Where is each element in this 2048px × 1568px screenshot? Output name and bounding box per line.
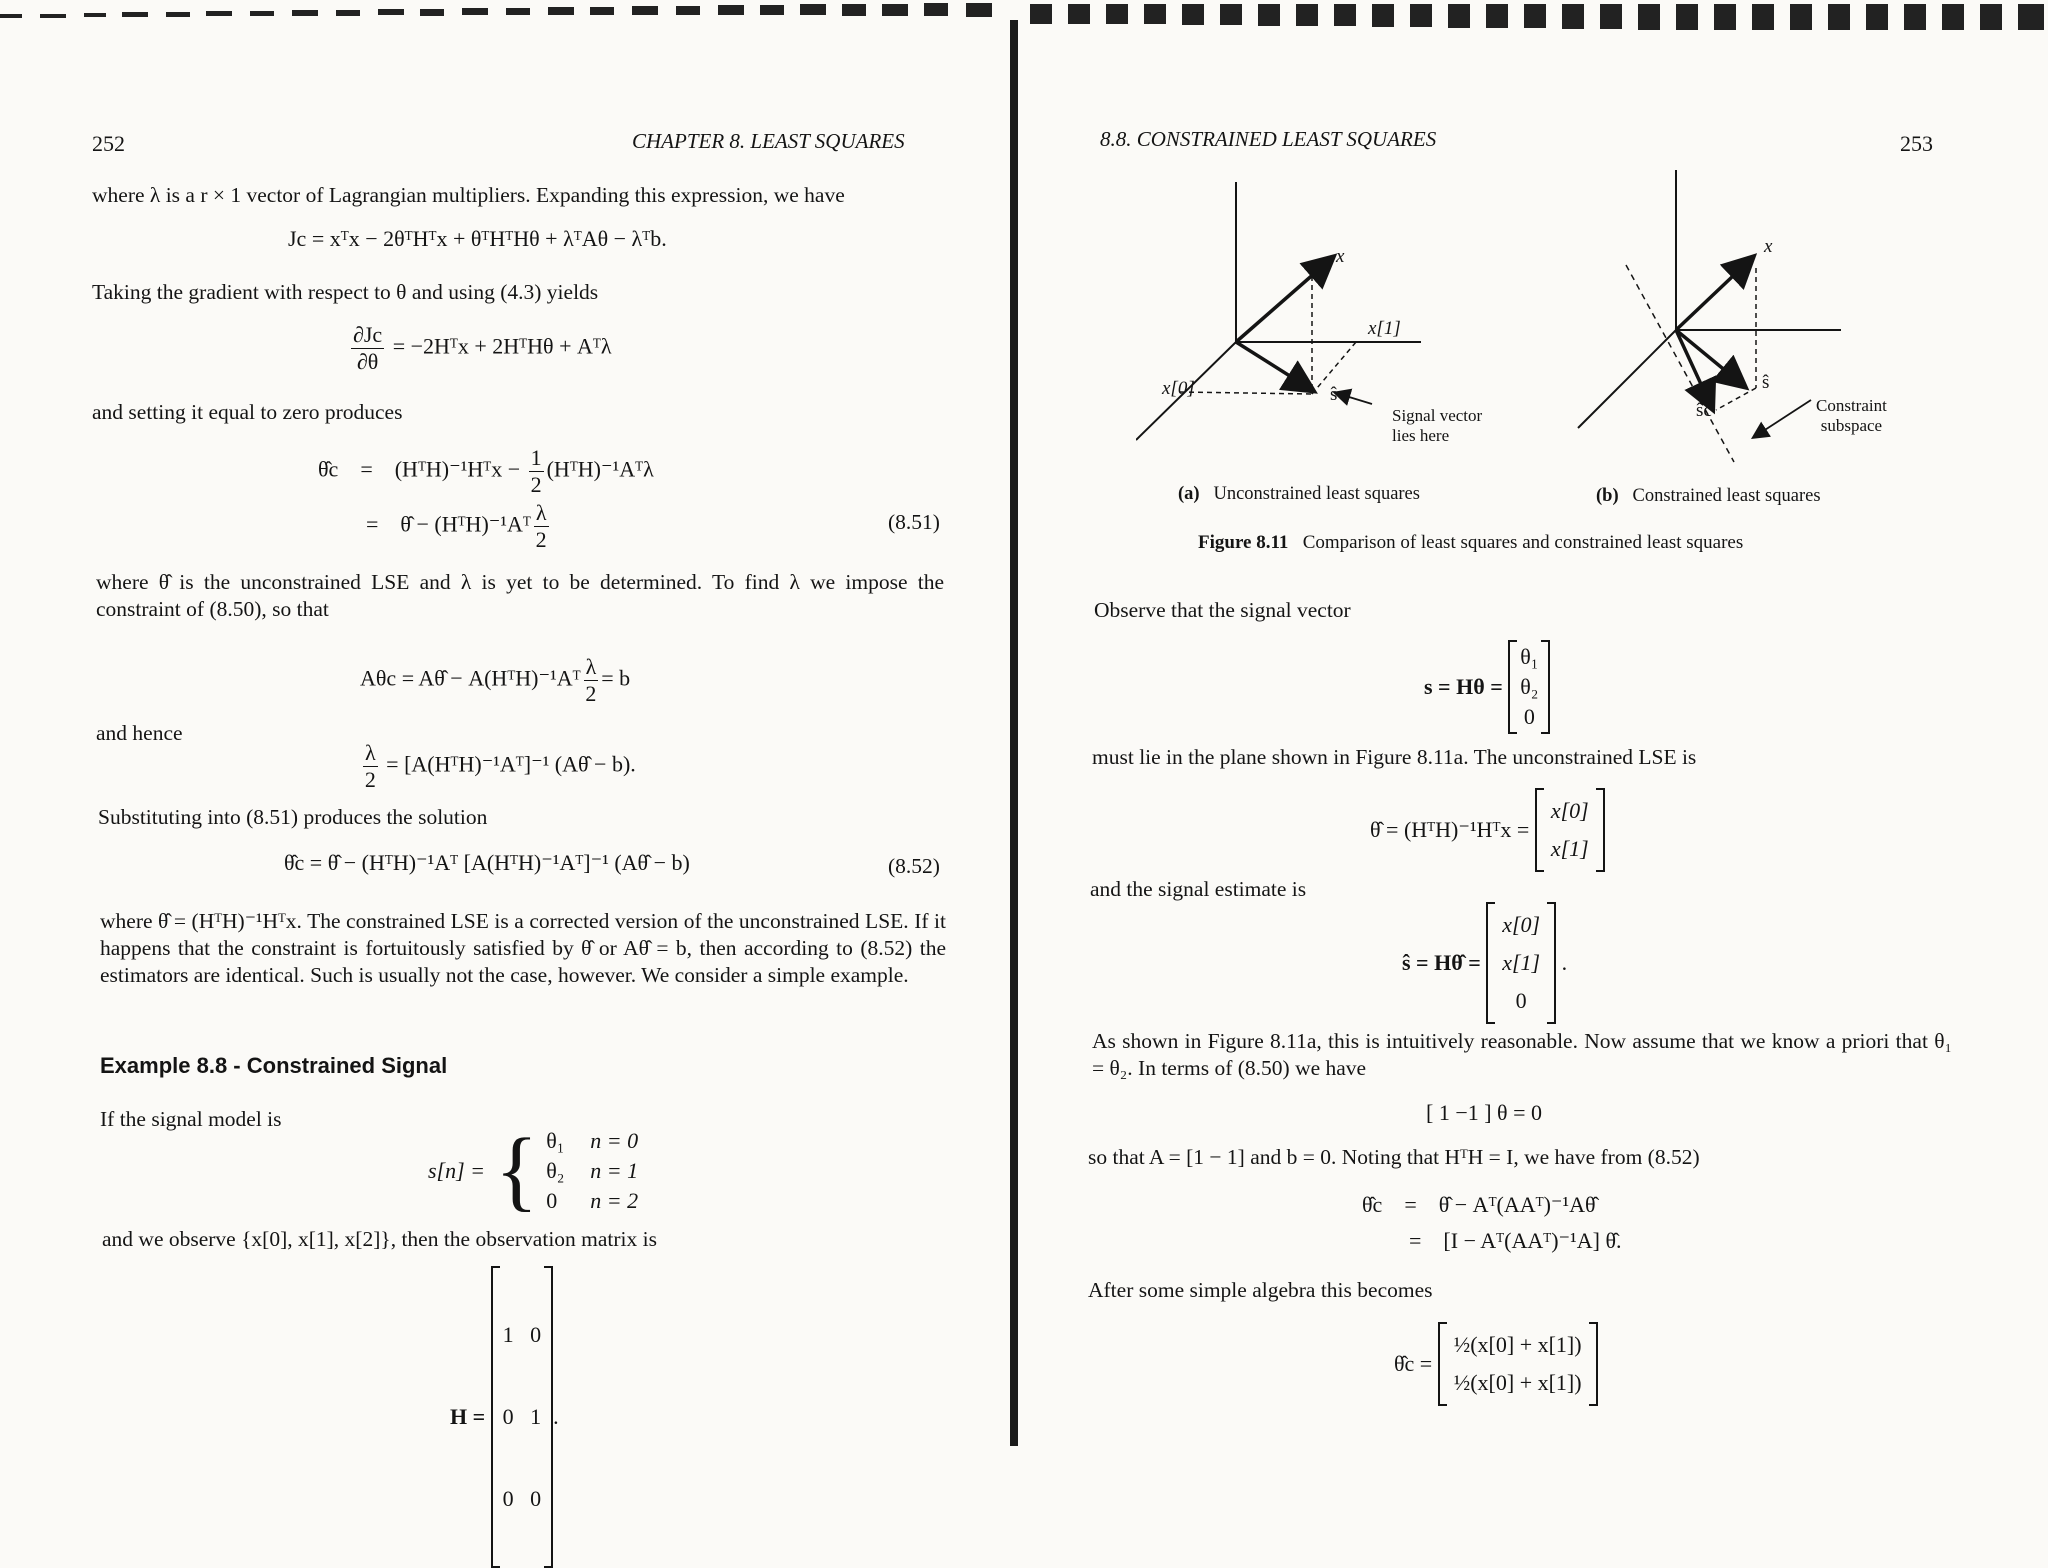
equation-signal-estimate: ŝ = Hθ̂ = x[0] x[1] 0 . — [1402, 902, 1567, 1024]
paragraph: where λ is a r × 1 vector of Lagrangian multipliers. Expanding this expression, we have — [92, 183, 845, 207]
paragraph: must lie in the plane shown in Figure 8.11a. The unconstrained LSE is — [1092, 745, 1697, 769]
equation-gradient: $\frac{\partial Jc}{\partial\theta}$ = −2Hᵀx + 2HᵀHθ + Aᵀλ — [353, 322, 612, 374]
equation-jc: Jc = xᵀx − 2θᵀHᵀx + θᵀHᵀHθ + λᵀAθ − λᵀb. — [288, 226, 667, 251]
figure-a-label-x1: x[1] — [1368, 318, 1401, 339]
equation-signal-vector: s = Hθ = θ₁ θ₂ 0 — [1424, 640, 1550, 734]
paragraph: where θ̂ = (HᵀH)⁻¹Hᵀx. The constrained LSE is a corrected version of the unconstrained LSE. If it happens that the constraint is fortuitously satisfied by θ̂ or Aθ̂ = b, then according to (8.52) the estimators are identical. Such is usually not the case, however. We consider a simple example. — [100, 909, 946, 987]
page-number-left: 252 — [92, 131, 125, 156]
paragraph: Observe that the signal vector — [1094, 598, 1351, 622]
equation-a-theta-c: Aθc = Aθ̂ − A(HᵀH)⁻¹Aᵀ $\frac{\lambda}{2}$ = b — [360, 654, 631, 706]
paragraph: and we observe {x[0], x[1], x[2]}, then the observation matrix is — [102, 1227, 658, 1251]
figure-b-caption: (b) Constrained least squares — [1596, 486, 1821, 506]
equation-signal-model: s[n] = { θ₁ n = 0 θ₂ n = 1 0 n = 2 — [428, 1121, 639, 1220]
paragraph: Substituting into (8.51) produces the solution — [98, 805, 488, 829]
figure-8-11-caption: Figure 8.11 Comparison of least squares and constrained least squares — [1198, 532, 1744, 553]
equation-observation-matrix: H = 1 0 0 1 0 0 . — [450, 1266, 559, 1568]
figure-a-label-x0: x[0] — [1162, 378, 1195, 399]
equation-theta-c-final: θ̂c = ½(x[0] + x[1]) ½(x[0] + x[1]) — [1394, 1322, 1598, 1406]
paragraph: Taking the gradient with respect to θ and using (4.3) yields — [92, 280, 599, 304]
figure-a-annotation: Signal vector lies here — [1392, 406, 1483, 445]
figure-b-label-x: x — [1764, 236, 1773, 257]
equation-constrained-lse-line2: = θ̂ − (HᵀH)⁻¹Aᵀ $\frac{\lambda}{2}$ — [366, 500, 547, 552]
figure-b-annotation: Constraint subspace — [1816, 396, 1887, 435]
left-page — [0, 0, 1010, 1511]
right-page — [1016, 0, 2048, 1446]
equation-unconstrained-lse: θ̂ = (HᵀH)⁻¹Hᵀx = x[0] x[1] — [1370, 788, 1605, 872]
paragraph: After some simple algebra this becomes — [1088, 1278, 1433, 1302]
equation-number-8-52: (8.52) — [888, 854, 940, 878]
equation-theta-c-line1: θ̂c = θ̂ − Aᵀ(AAᵀ)⁻¹Aθ̂ — [1362, 1192, 1596, 1217]
running-head-left: CHAPTER 8. LEAST SQUARES — [632, 129, 905, 153]
paragraph: and the signal estimate is — [1090, 877, 1307, 901]
paragraph: and setting it equal to zero produces — [92, 400, 403, 424]
equation-lambda: $\frac{\lambda}{2}$ = [A(HᵀH)⁻¹Aᵀ]⁻¹ (Aθ̂ − b). — [364, 740, 636, 792]
paragraph: where θ̂ is the unconstrained LSE and λ is yet to be determined. To find λ we impose the constraint of (8.50), so that — [96, 570, 944, 621]
figure-b-label-s-hat-c: ŝc — [1696, 400, 1712, 421]
equation-8-52: θ̂c = θ̂ − (HᵀH)⁻¹Aᵀ [A(HᵀH)⁻¹Aᵀ]⁻¹ (Aθ̂ − b) — [284, 850, 690, 875]
figure-a-caption: (a) Unconstrained least squares — [1178, 484, 1420, 504]
paragraph: and hence — [96, 721, 183, 745]
paragraph: If the signal model is — [100, 1107, 282, 1131]
example-heading: Example 8.8 - Constrained Signal — [100, 1053, 448, 1078]
equation-theta-c-line2: = [I − Aᵀ(AAᵀ)⁻¹A] θ̂. — [1409, 1228, 1622, 1253]
figure-b-label-s-hat: ŝ — [1762, 372, 1770, 393]
paragraph: As shown in Figure 8.11a, this is intuitively reasonable. Now assume that we know a priori that θ₁ = θ₂. In terms of (8.50) we have — [1092, 1029, 1952, 1080]
page-number-right: 253 — [1900, 131, 1933, 156]
paragraph: so that A = [1 − 1] and b = 0. Noting that HᵀH = I, we have from (8.52) — [1088, 1145, 1700, 1169]
figure-a-label-s-hat: ŝ — [1330, 384, 1338, 405]
equation-constraint: [ 1 −1 ] θ = 0 — [1426, 1100, 1543, 1125]
figure-a-label-x: x — [1336, 246, 1345, 267]
equation-constrained-lse-line1: θ̂c = (HᵀH)⁻¹Hᵀx − $\frac{1}{2}$ (HᵀH)⁻¹Aᵀλ — [318, 445, 654, 497]
running-head-right: 8.8. CONSTRAINED LEAST SQUARES — [1100, 127, 1437, 151]
equation-number-8-51: (8.51) — [888, 510, 940, 534]
